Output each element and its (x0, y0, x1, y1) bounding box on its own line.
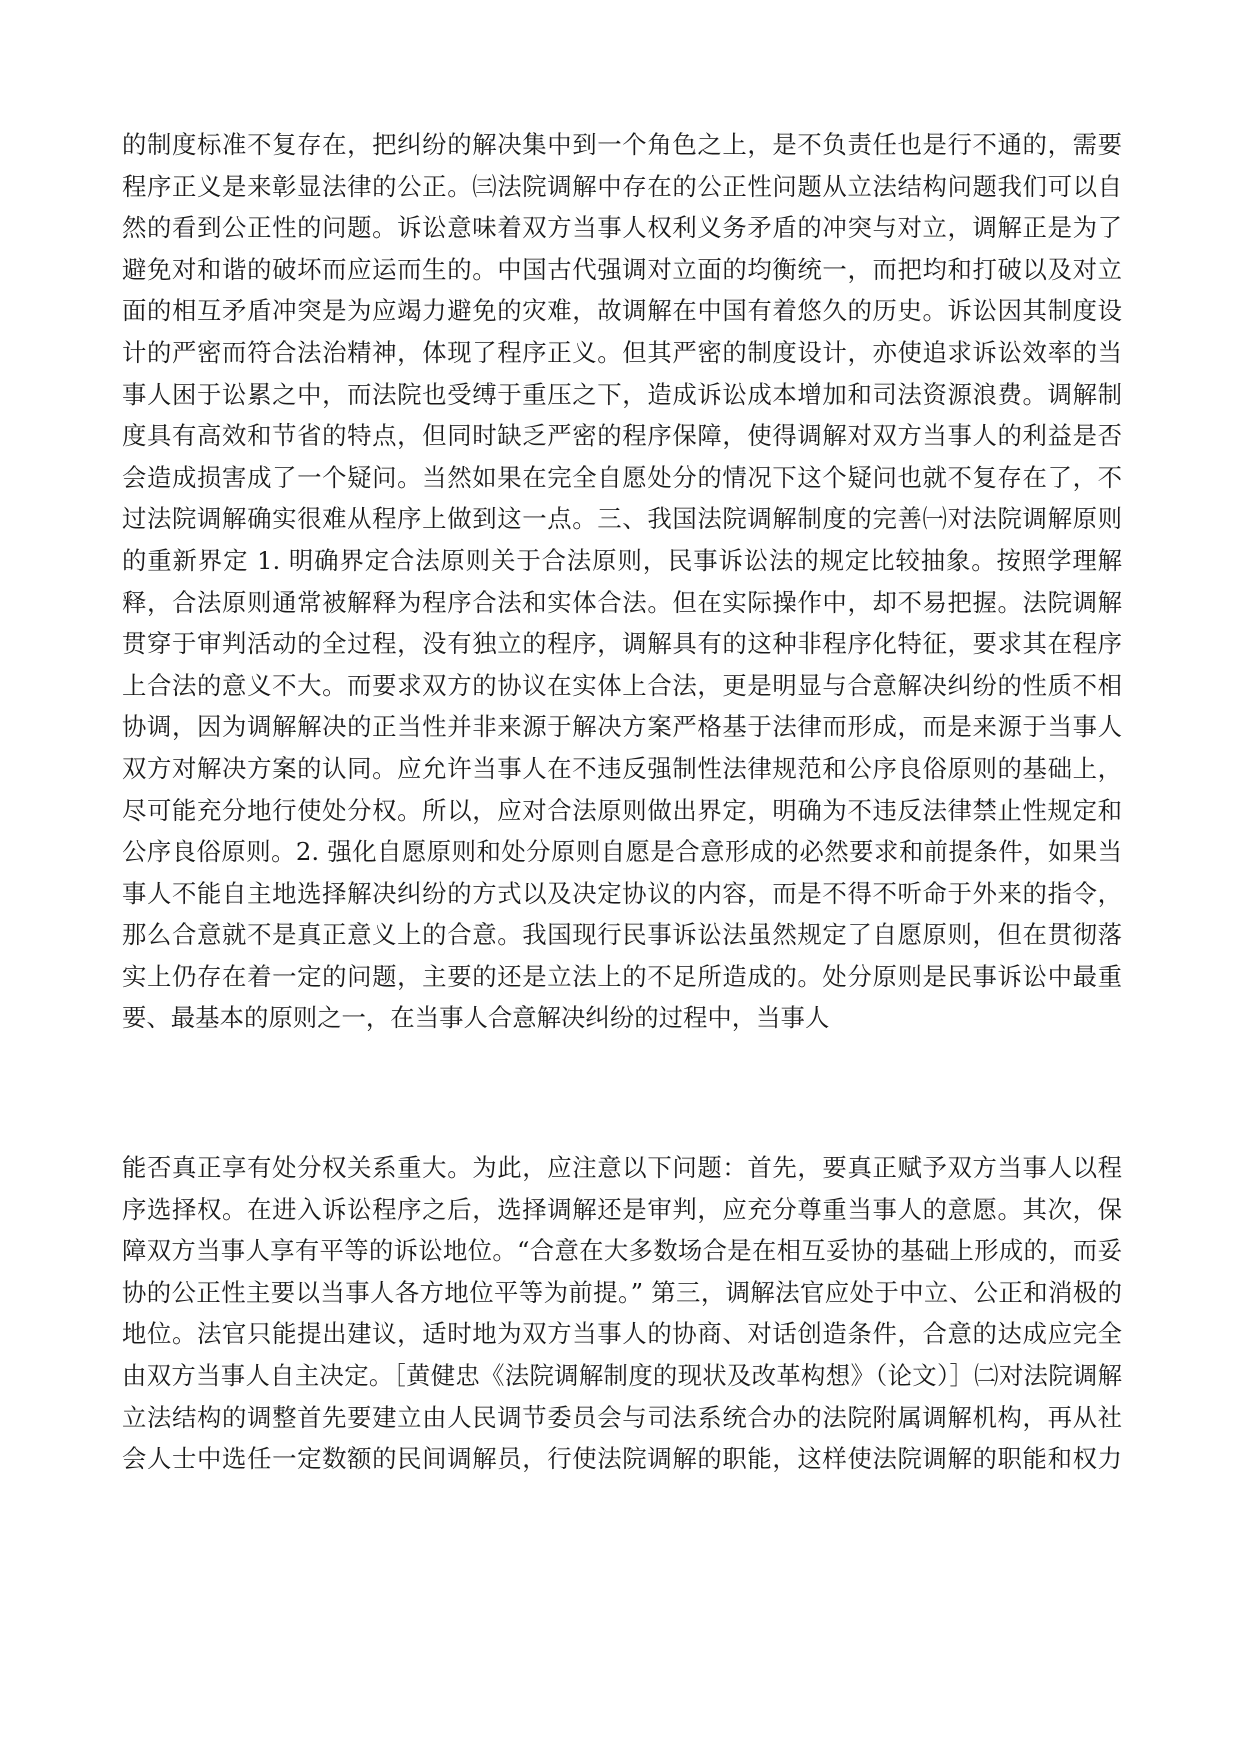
text-line: 障双方当事人享有平等的诉讼地位。“合意在大多数场合是在相互妥协的基础上形成的，而妥 (122, 1236, 1122, 1266)
text-line: 尽可能充分地行使处分权。所以，应对合法原则做出界定，明确为不违反法律禁止性规定和 (122, 795, 1122, 825)
text-line: 能否真正享有处分权关系重大。为此，应注意以下问题：首先，要真正赋予双方当事人以程 (122, 1153, 1122, 1182)
text-line: 双方对解决方案的认同。应允许当事人在不违反强制性法律规范和公序良俗原则的基础上， (122, 753, 1122, 783)
text-line: 公序良俗原则。2. 强化自愿原则和处分原则自愿是合意形成的必然要求和前提条件，如果当 (122, 837, 1122, 867)
text-line: 的制度标准不复存在，把纠纷的解决集中到一个角色之上，是不负责任也是行不通的，需要 (122, 130, 1122, 159)
text-line: 的重新界定 1. 明确界定合法原则关于合法原则，民事诉讼法的规定比较抽象。按照学理解 (122, 545, 1122, 575)
text-line: 程序正义是来彰显法律的公正。㈢法院调解中存在的公正性问题从立法结构问题我们可以自 (122, 171, 1122, 201)
paragraph-1 (122, 124, 1122, 1039)
text-line: 实上仍存在着一定的问题，主要的还是立法上的不足所造成的。处分原则是民事诉讼中最重 (122, 961, 1122, 991)
text-line: 会造成损害成了一个疑问。当然如果在完全自愿处分的情况下这个疑问也就不复存在了，不 (122, 462, 1122, 492)
text-line: 那么合意就不是真正意义上的合意。我国现行民事诉讼法虽然规定了自愿原则，但在贯彻落 (122, 920, 1122, 950)
text-line: 度具有高效和节省的特点，但同时缺乏严密的程序保障，使得调解对双方当事人的利益是否 (122, 421, 1122, 451)
text-line: 事人困于讼累之中，而法院也受缚于重压之下，造成诉讼成本增加和司法资源浪费。调解制 (122, 379, 1122, 409)
text-line: 立法结构的调整首先要建立由人民调节委员会与司法系统合办的法院附属调解机构，再从社 (122, 1402, 1122, 1432)
paragraph-2 (122, 1147, 1122, 1480)
text-line: 要、最基本的原则之一，在当事人合意解决纠纷的过程中，当事人 (122, 1003, 830, 1033)
text-line: 面的相互矛盾冲突是为应竭力避免的灾难，故调解在中国有着悠久的历史。诉讼因其制度设 (122, 296, 1122, 326)
text-line: 过法院调解确实很难从程序上做到这一点。三、我国法院调解制度的完善㈠对法院调解原则 (122, 504, 1122, 534)
text-line: 协调，因为调解解决的正当性并非来源于解决方案严格基于法律而形成，而是来源于当事人 (122, 712, 1122, 742)
text-line: 事人不能自主地选择解决纠纷的方式以及决定协议的内容，而是不得不听命于外来的指令， (122, 878, 1122, 908)
text-line: 上合法的意义不大。而要求双方的协议在实体上合法，更是明显与合意解决纠纷的性质不相 (122, 670, 1122, 700)
text-line: 避免对和谐的破坏而应运而生的。中国古代强调对立面的均衡统一，而把均和打破以及对立 (122, 254, 1122, 284)
text-line: 序选择权。在进入诉讼程序之后，选择调解还是审判，应充分尊重当事人的意愿。其次，保 (122, 1194, 1122, 1224)
text-line: 贯穿于审判活动的全过程，没有独立的程序，调解具有的这种非程序化特征，要求其在程序 (122, 629, 1122, 659)
text-line: 然的看到公正性的问题。诉讼意味着双方当事人权利义务矛盾的冲突与对立，调解正是为了 (122, 213, 1122, 243)
text-line: 会人士中选任一定数额的民间调解员，行使法院调解的职能，这样使法院调解的职能和权力 (122, 1444, 1122, 1474)
text-line: 由双方当事人自主决定。［黄健忠《法院调解制度的现状及改革构想》（论文）］㈡对法院调解 (122, 1360, 1122, 1390)
text-line: 计的严密而符合法治精神，体现了程序正义。但其严密的制度设计，亦使追求诉讼效率的当 (122, 337, 1122, 367)
text-line: 协的公正性主要以当事人各方地位平等为前提。” 第三，调解法官应处于中立、公正和消极的 (122, 1277, 1122, 1307)
text-line: 地位。法官只能提出建议，适时地为双方当事人的协商、对话创造条件，合意的达成应完全 (122, 1319, 1122, 1349)
text-line: 释，合法原则通常被解释为程序合法和实体合法。但在实际操作中，却不易把握。法院调解 (122, 587, 1122, 617)
